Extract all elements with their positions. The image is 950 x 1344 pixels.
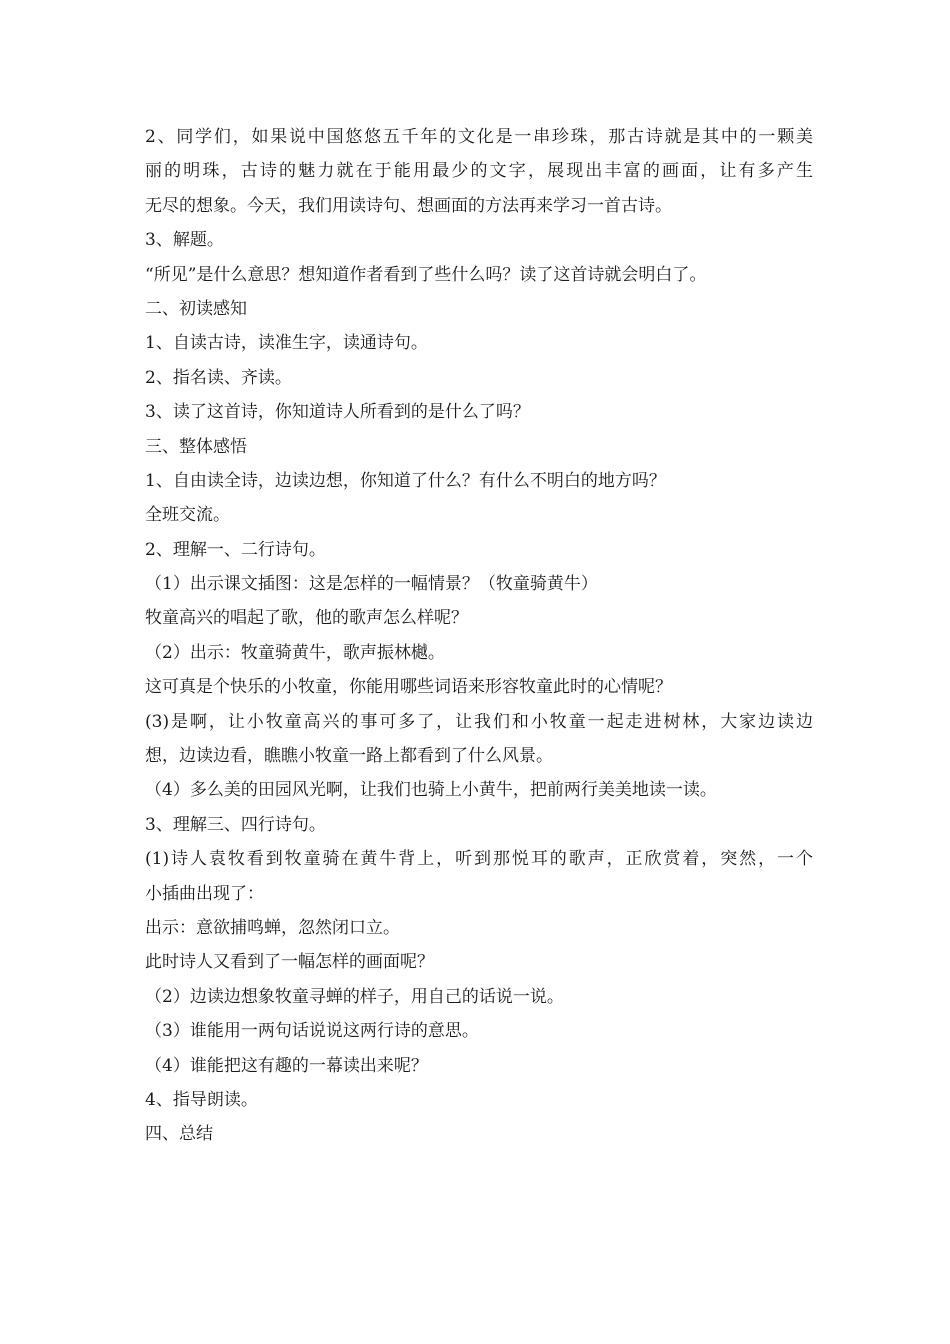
sub-item: (3)是啊，让小牧童高兴的事可多了，让我们和小牧童一起走进树林，大家边读边 [145, 711, 813, 732]
section-item: 2、指名读、齐读。 [145, 367, 292, 388]
section-heading: 二、初读感知 [145, 298, 247, 319]
sub-item: （4）多么美的田园风光啊，让我们也骑上小黄牛，把前两行美美地读一读。 [145, 780, 717, 801]
section-item: 3、解题。 [145, 230, 224, 251]
paragraph-line: 出示：意欲捕鸣蝉，忽然闭口立。 [145, 917, 400, 938]
sub-item: （1）出示课文插图：这是怎样的一幅情景？（牧童骑黄牛） [145, 574, 598, 595]
paragraph-line: 全班交流。 [145, 505, 230, 526]
paragraph-line: 这可真是个快乐的小牧童，你能用哪些词语来形容牧童此时的心情呢？ [145, 677, 672, 698]
paragraph-line: “所见”是什么意思？想知道作者看到了些什么吗？读了这首诗就会明白了。 [145, 264, 707, 285]
section-item: 3、读了这首诗，你知道诗人所看到的是什么了吗？ [145, 402, 530, 423]
section-item: 4、指导朗读。 [145, 1089, 258, 1110]
paragraph-line: 小插曲出现了： [145, 883, 264, 904]
sub-item: (1)诗人袁牧看到牧童骑在黄牛背上，听到那悦耳的歌声，正欣赏着，突然，一个 [145, 849, 813, 870]
sub-item: （2）边读边想象牧童寻蝉的样子，用自己的话说一说。 [145, 986, 564, 1007]
paragraph-line: 想，边读边看，瞧瞧小牧童一路上都看到了什么风景。 [145, 746, 553, 767]
document-body [145, 120, 813, 1152]
section-item: 1、自由读全诗，边读边想，你知道了什么？有什么不明白的地方吗？ [145, 470, 666, 491]
section-item: 2、理解一、二行诗句。 [145, 539, 326, 560]
paragraph-line: 2、同学们，如果说中国悠悠五千年的文化是一串珍珠，那古诗就是其中的一颗美 [145, 127, 813, 147]
section-heading: 三、整体感悟 [145, 436, 247, 457]
section-item: 1、自读古诗，读准生字，读通诗句。 [145, 333, 428, 354]
sub-item: （2）出示：牧童骑黄牛，歌声振林樾。 [145, 642, 445, 663]
section-item: 3、理解三、四行诗句。 [145, 814, 326, 835]
paragraph-line: 丽的明珠，古诗的魅力就在于能用最少的文字，展现出丰富的画面，让有多产生 [145, 161, 813, 182]
sub-item: （4）谁能把这有趣的一幕读出来呢？ [145, 1055, 428, 1076]
paragraph-line: 牧童高兴的唱起了歌，他的歌声怎么样呢？ [145, 608, 468, 629]
paragraph-line: 此时诗人又看到了一幅怎样的画面呢？ [145, 952, 434, 973]
paragraph-line: 无尽的想象。今天，我们用读诗句、想画面的方法再来学习一首古诗。 [145, 195, 672, 216]
sub-item: （3）谁能用一两句话说说这两行诗的意思。 [145, 1021, 479, 1042]
section-heading: 四、总结 [145, 1124, 213, 1145]
